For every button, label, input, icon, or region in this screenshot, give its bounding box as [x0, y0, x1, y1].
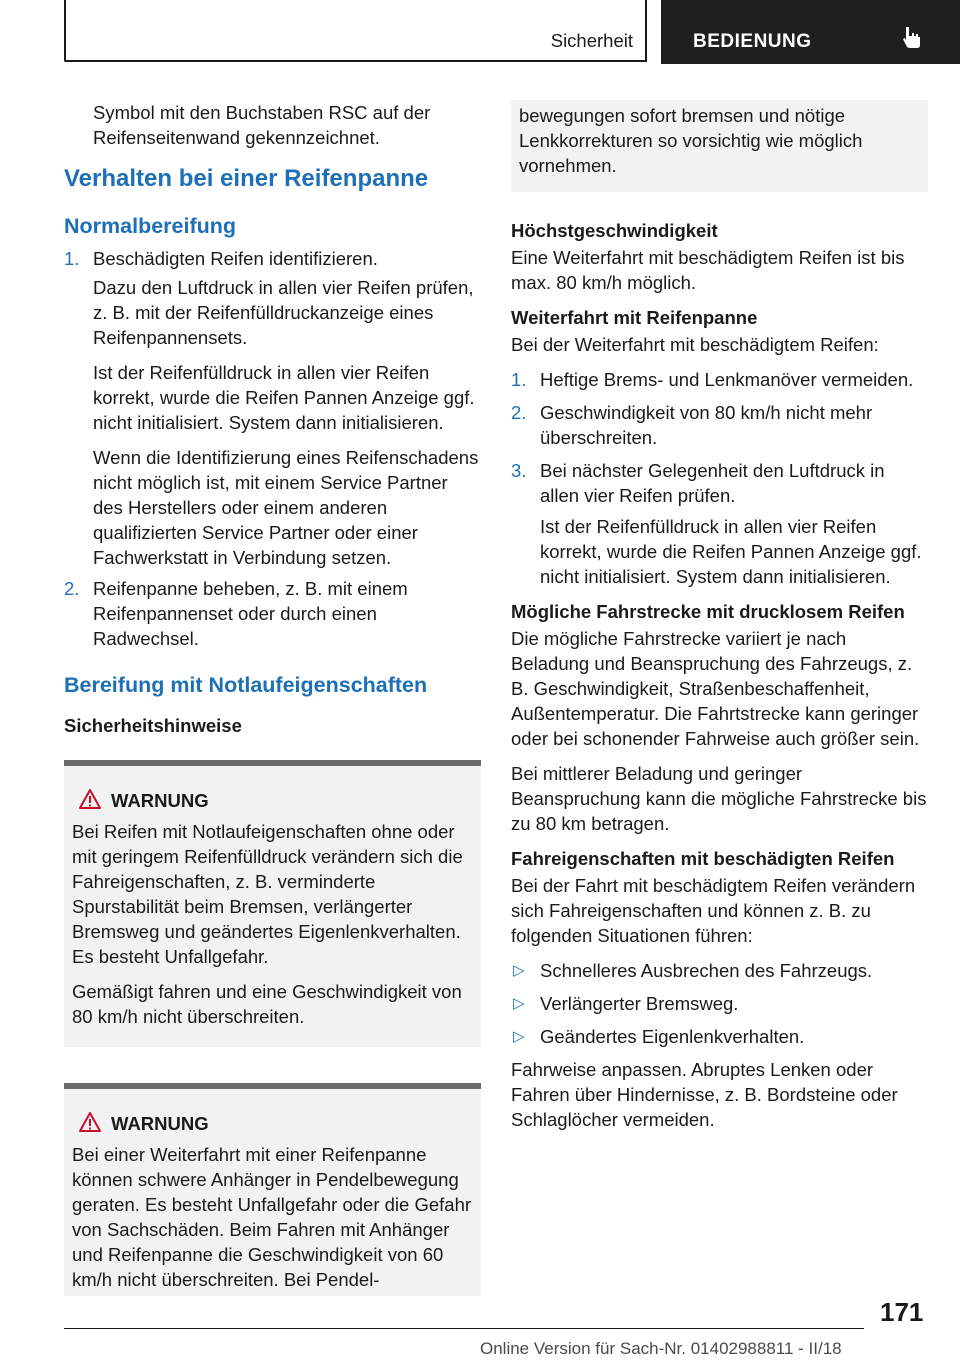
- list-number: 1.: [64, 248, 80, 269]
- paragraph: Bei der Fahrt mit beschädigtem Reifen verändern sich Fahreigenschaften und können z. B. zu folgenden Situationen führen:: [511, 875, 916, 946]
- bullet-text: Schnelleres Ausbrechen des Fahrzeugs.: [540, 960, 873, 981]
- warning-continuation: [511, 100, 928, 192]
- list-item: [511, 367, 928, 392]
- warning-triangle-icon: [78, 1111, 102, 1133]
- paragraph: Fahrweise anpassen. Abruptes Lenken oder Fahren über Hindernisse, z. B. Bordsteine oder Schlaglöcher vermeiden.: [511, 1059, 898, 1130]
- heading-continue-driving: Weiterfahrt mit Reifenpanne: [511, 307, 758, 328]
- warning-text: Gemäßigt fahren und eine Geschwindigkeit von 80 km/h nicht überschreiten.: [72, 981, 462, 1027]
- list-item: [511, 400, 928, 450]
- footer-divider: [64, 1328, 864, 1329]
- section-label: Sicherheit: [550, 30, 633, 51]
- pointing-hand-icon: [899, 24, 925, 50]
- list-item: [511, 458, 928, 508]
- left-column: [64, 100, 481, 1296]
- warning-text: Bei einer Weiterfahrt mit einer Reifenpanne können schwere Anhänger in Pendelbewegung geraten. Es besteht Unfallgefahr oder die Gefahr von Sachschäden. Beim Fahren mit Anhänger und Reifenpanne die Geschwindigkeit von 60 km/h nicht überschreiten. Bei Pendel-: [72, 1144, 472, 1290]
- heading-possible-distance: Mögliche Fahrstrecke mit drucklosem Reifen: [511, 601, 905, 622]
- warning-title: [72, 788, 473, 813]
- list-text: Bei nächster Gelegenheit den Luftdruck in allen vier Reifen prüfen.: [540, 460, 885, 506]
- sub-paragraph: Wenn die Identifizierung eines Reifenschadens nicht möglich ist, mit einem Service Partner des Herstellers oder einem anderen qualifizierten Service Partner oder einer Fachwerkstatt in Verbindung setzen.: [93, 447, 479, 568]
- footer-version: Online Version für Sach-Nr. 01402988811 - II/18: [480, 1339, 842, 1358]
- sub-paragraph: Ist der Reifenfülldruck in allen vier Reifen korrekt, wurde die Reifen Pannen Anzeige ggf. nicht initialisiert. System dann initialisieren.: [540, 516, 922, 587]
- warning-box: [64, 760, 481, 1047]
- paragraph: Die mögliche Fahrstrecke variiert je nach Beladung und Beanspruchung des Fahrzeugs, z. B. Geschwindigkeit, Straßenbeschaffenheit, Außentemperatur. Die Fahrtstrecke kann geringer oder bei schonender Fahrweise auch größer sein.: [511, 628, 920, 749]
- bullet-item: [511, 991, 928, 1016]
- list-item: [64, 246, 481, 271]
- heading-normal-tires: Normalbereifung: [64, 214, 237, 238]
- heading-max-speed: Höchstgeschwindigkeit: [511, 220, 718, 241]
- heading-driving-properties: Fahreigenschaften mit beschädigten Reifen: [511, 848, 895, 869]
- section-tab: [64, 0, 647, 62]
- bullet-item: [511, 958, 928, 983]
- page-header: [64, 0, 960, 64]
- chapter-label: BEDIENUNG: [693, 31, 812, 52]
- heading-tire-failure: Verhalten bei einer Reifenpanne: [64, 165, 429, 192]
- chapter-tab: [661, 0, 960, 64]
- intro-text: Symbol mit den Buchstaben RSC auf der Reifenseitenwand gekennzeichnet.: [93, 102, 431, 148]
- list-text: Heftige Brems- und Lenkmanöver vermeiden.: [540, 369, 914, 390]
- bullet-text: Geändertes Eigenlenkverhalten.: [540, 1026, 805, 1047]
- list-text: Beschädigten Reifen identifizieren.: [93, 248, 378, 269]
- bullet-text: Verlängerter Bremsweg.: [540, 993, 739, 1014]
- list-item: [64, 576, 481, 651]
- list-number: 1.: [511, 369, 527, 390]
- bullet-triangle-icon: ▷: [513, 995, 525, 1012]
- heading-safety: Sicherheitshinweise: [64, 715, 242, 736]
- bullet-item: [511, 1024, 928, 1049]
- heading-runflat: Bereifung mit Notlaufeigenschaften: [64, 673, 428, 697]
- paragraph: Bei mittlerer Beladung und geringer Beanspruchung kann die mögliche Fahrstrecke bis zu 80 km betragen.: [511, 763, 927, 834]
- list-number: 2.: [511, 402, 527, 423]
- warning-label: WARNUNG: [111, 790, 209, 811]
- warning-box: [64, 1083, 481, 1296]
- paragraph: Bei der Weiterfahrt mit beschädigtem Reifen:: [511, 334, 879, 355]
- sub-paragraph: Dazu den Luftdruck in allen vier Reifen prüfen, z. B. mit der Reifenfülldruckanzeige eines Reifenpannensets.: [93, 277, 474, 348]
- warning-text: Bei Reifen mit Notlaufeigenschaften ohne oder mit geringem Reifenfülldruck verändern sich die Fahreigenschaften, z. B. verminderte Spurstabilität beim Bremsen, verlängerter Bremsweg und geändertes Eigenlenkverhalten. Es besteht Unfallgefahr.: [72, 821, 463, 967]
- paragraph: Eine Weiterfahrt mit beschädigtem Reifen ist bis max. 80 km/h möglich.: [511, 247, 905, 293]
- right-column: [511, 100, 928, 1132]
- warning-text: bewegungen sofort bremsen und nötige Lenkkorrekturen so vorsichtig wie möglich vornehmen.: [519, 105, 863, 176]
- list-number: 3.: [511, 460, 527, 481]
- list-text: Geschwindigkeit von 80 km/h nicht mehr überschreiten.: [540, 402, 873, 448]
- warning-label: WARNUNG: [111, 1113, 209, 1134]
- bullet-triangle-icon: ▷: [513, 1028, 525, 1045]
- page-number: 171: [880, 1297, 924, 1327]
- warning-triangle-icon: [78, 788, 102, 810]
- warning-title: [72, 1111, 473, 1136]
- list-number: 2.: [64, 578, 80, 599]
- sub-paragraph: Ist der Reifenfülldruck in allen vier Reifen korrekt, wurde die Reifen Pannen Anzeige ggf. nicht initialisiert. System dann initialisieren.: [93, 362, 475, 433]
- bullet-triangle-icon: ▷: [513, 962, 525, 979]
- list-text: Reifenpanne beheben, z. B. mit einem Reifenpannenset oder durch einen Radwechsel.: [93, 578, 408, 649]
